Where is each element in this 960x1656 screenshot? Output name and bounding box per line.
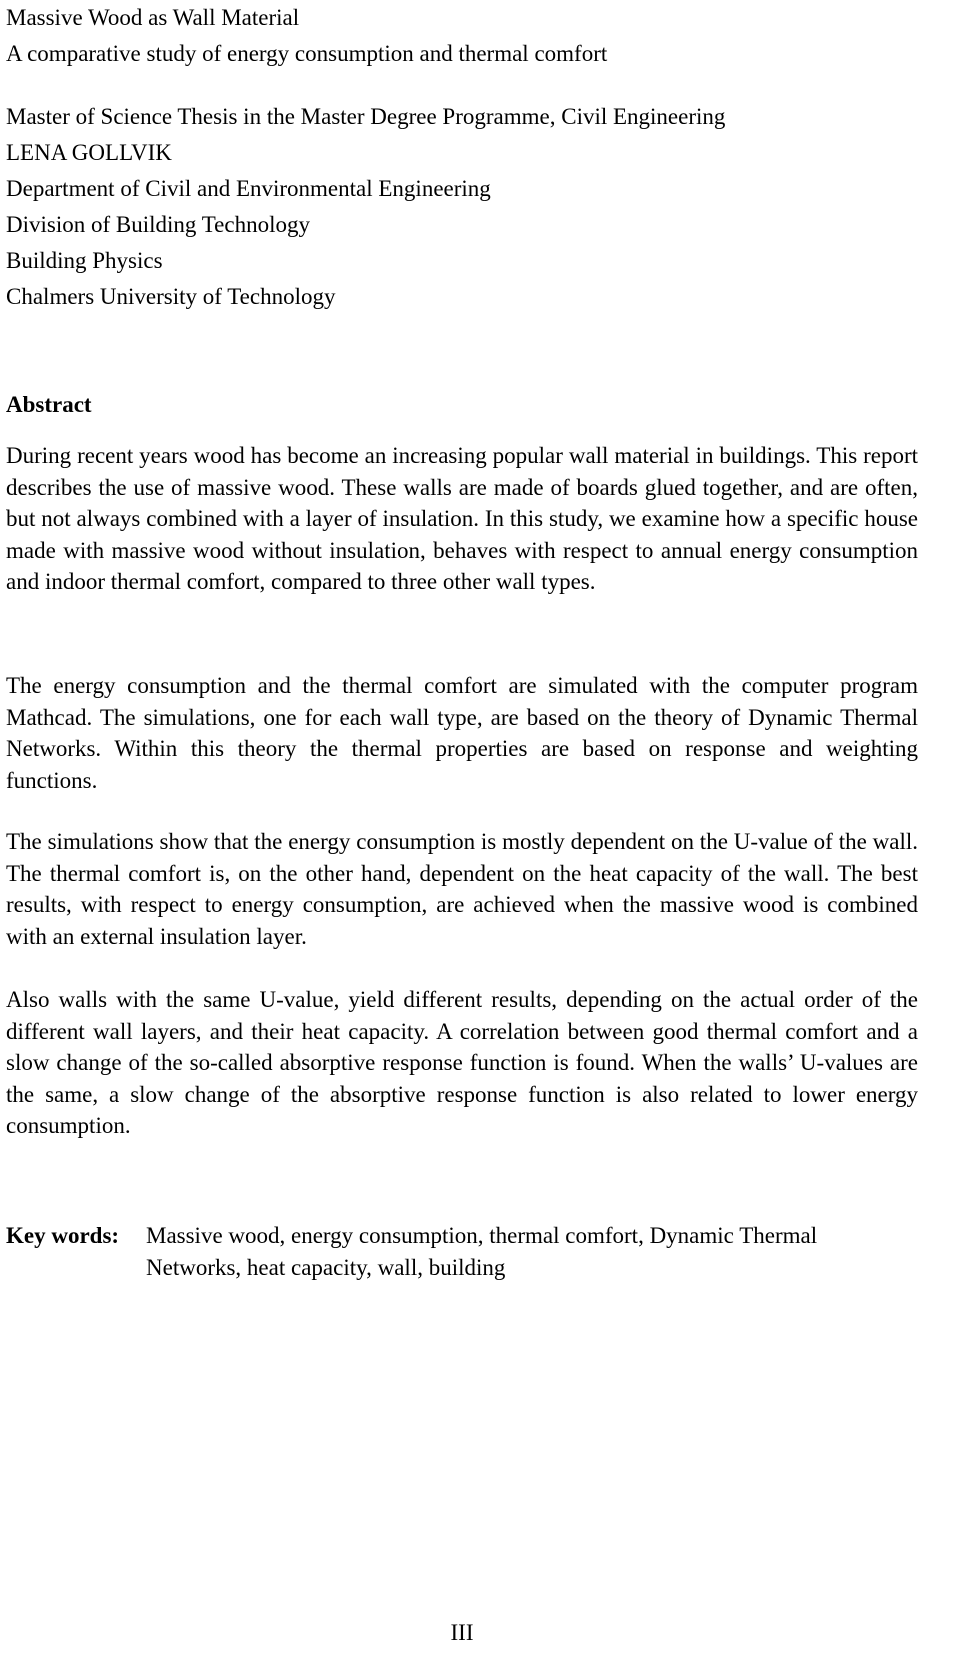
author-name: LENA GOLLVIK xyxy=(6,140,172,165)
abstract-paragraph-2: The energy consumption and the thermal comfort are simulated with the computer program Mathcad. The simulations, one for each wall type, are based on the theory of Dynamic Thermal Networks. Within this theory the thermal properties are based on response and weighting functions. xyxy=(6,673,918,793)
research-group: Building Physics xyxy=(6,248,163,273)
title-block xyxy=(6,0,918,72)
keywords-label: Key words: xyxy=(6,1223,120,1248)
thesis-title: Massive Wood as Wall Material xyxy=(6,5,300,30)
abstract-paragraph-4: Also walls with the same U-value, yield different results, depending on the actual order of the different wall layers, and their heat capacity. A correlation between good thermal comfort and a slow change of the so-called absorptive response function is found. When the walls’ U-values are the same, a slow change of the absorptive response function is also related to lower energy consumption. xyxy=(6,987,918,1138)
abstract-paragraph-1: During recent years wood has become an increasing popular wall material in buildings. This report describes the use of massive wood. These walls are made of boards glued together, and are often, but not always combined with a layer of insulation. In this study, we examine how a specific house made with massive wood without insulation, behaves with respect to annual energy consumption and indoor thermal comfort, compared to three other wall types. xyxy=(6,443,918,594)
page-number: III xyxy=(450,1620,474,1645)
division: Division of Building Technology xyxy=(6,212,310,237)
department: Department of Civil and Environmental Engineering xyxy=(6,176,491,201)
degree-programme: Master of Science Thesis in the Master Degree Programme, Civil Engineering xyxy=(6,104,726,129)
author-affiliation-block xyxy=(6,99,918,315)
keywords-text: Massive wood, energy consumption, thermal comfort, Dynamic Thermal Networks, heat capacity, wall, building xyxy=(146,1223,818,1280)
thesis-subtitle: A comparative study of energy consumption and thermal comfort xyxy=(6,41,608,66)
university: Chalmers University of Technology xyxy=(6,284,336,309)
abstract-heading: Abstract xyxy=(6,392,92,417)
abstract-paragraph-3: The simulations show that the energy consumption is mostly dependent on the U-value of the wall. The thermal comfort is, on the other hand, dependent on the heat capacity of the wall. The best results, with respect to energy consumption, are achieved when the massive wood is combined with an external insulation layer. xyxy=(6,829,918,949)
keywords-block xyxy=(6,1220,918,1283)
